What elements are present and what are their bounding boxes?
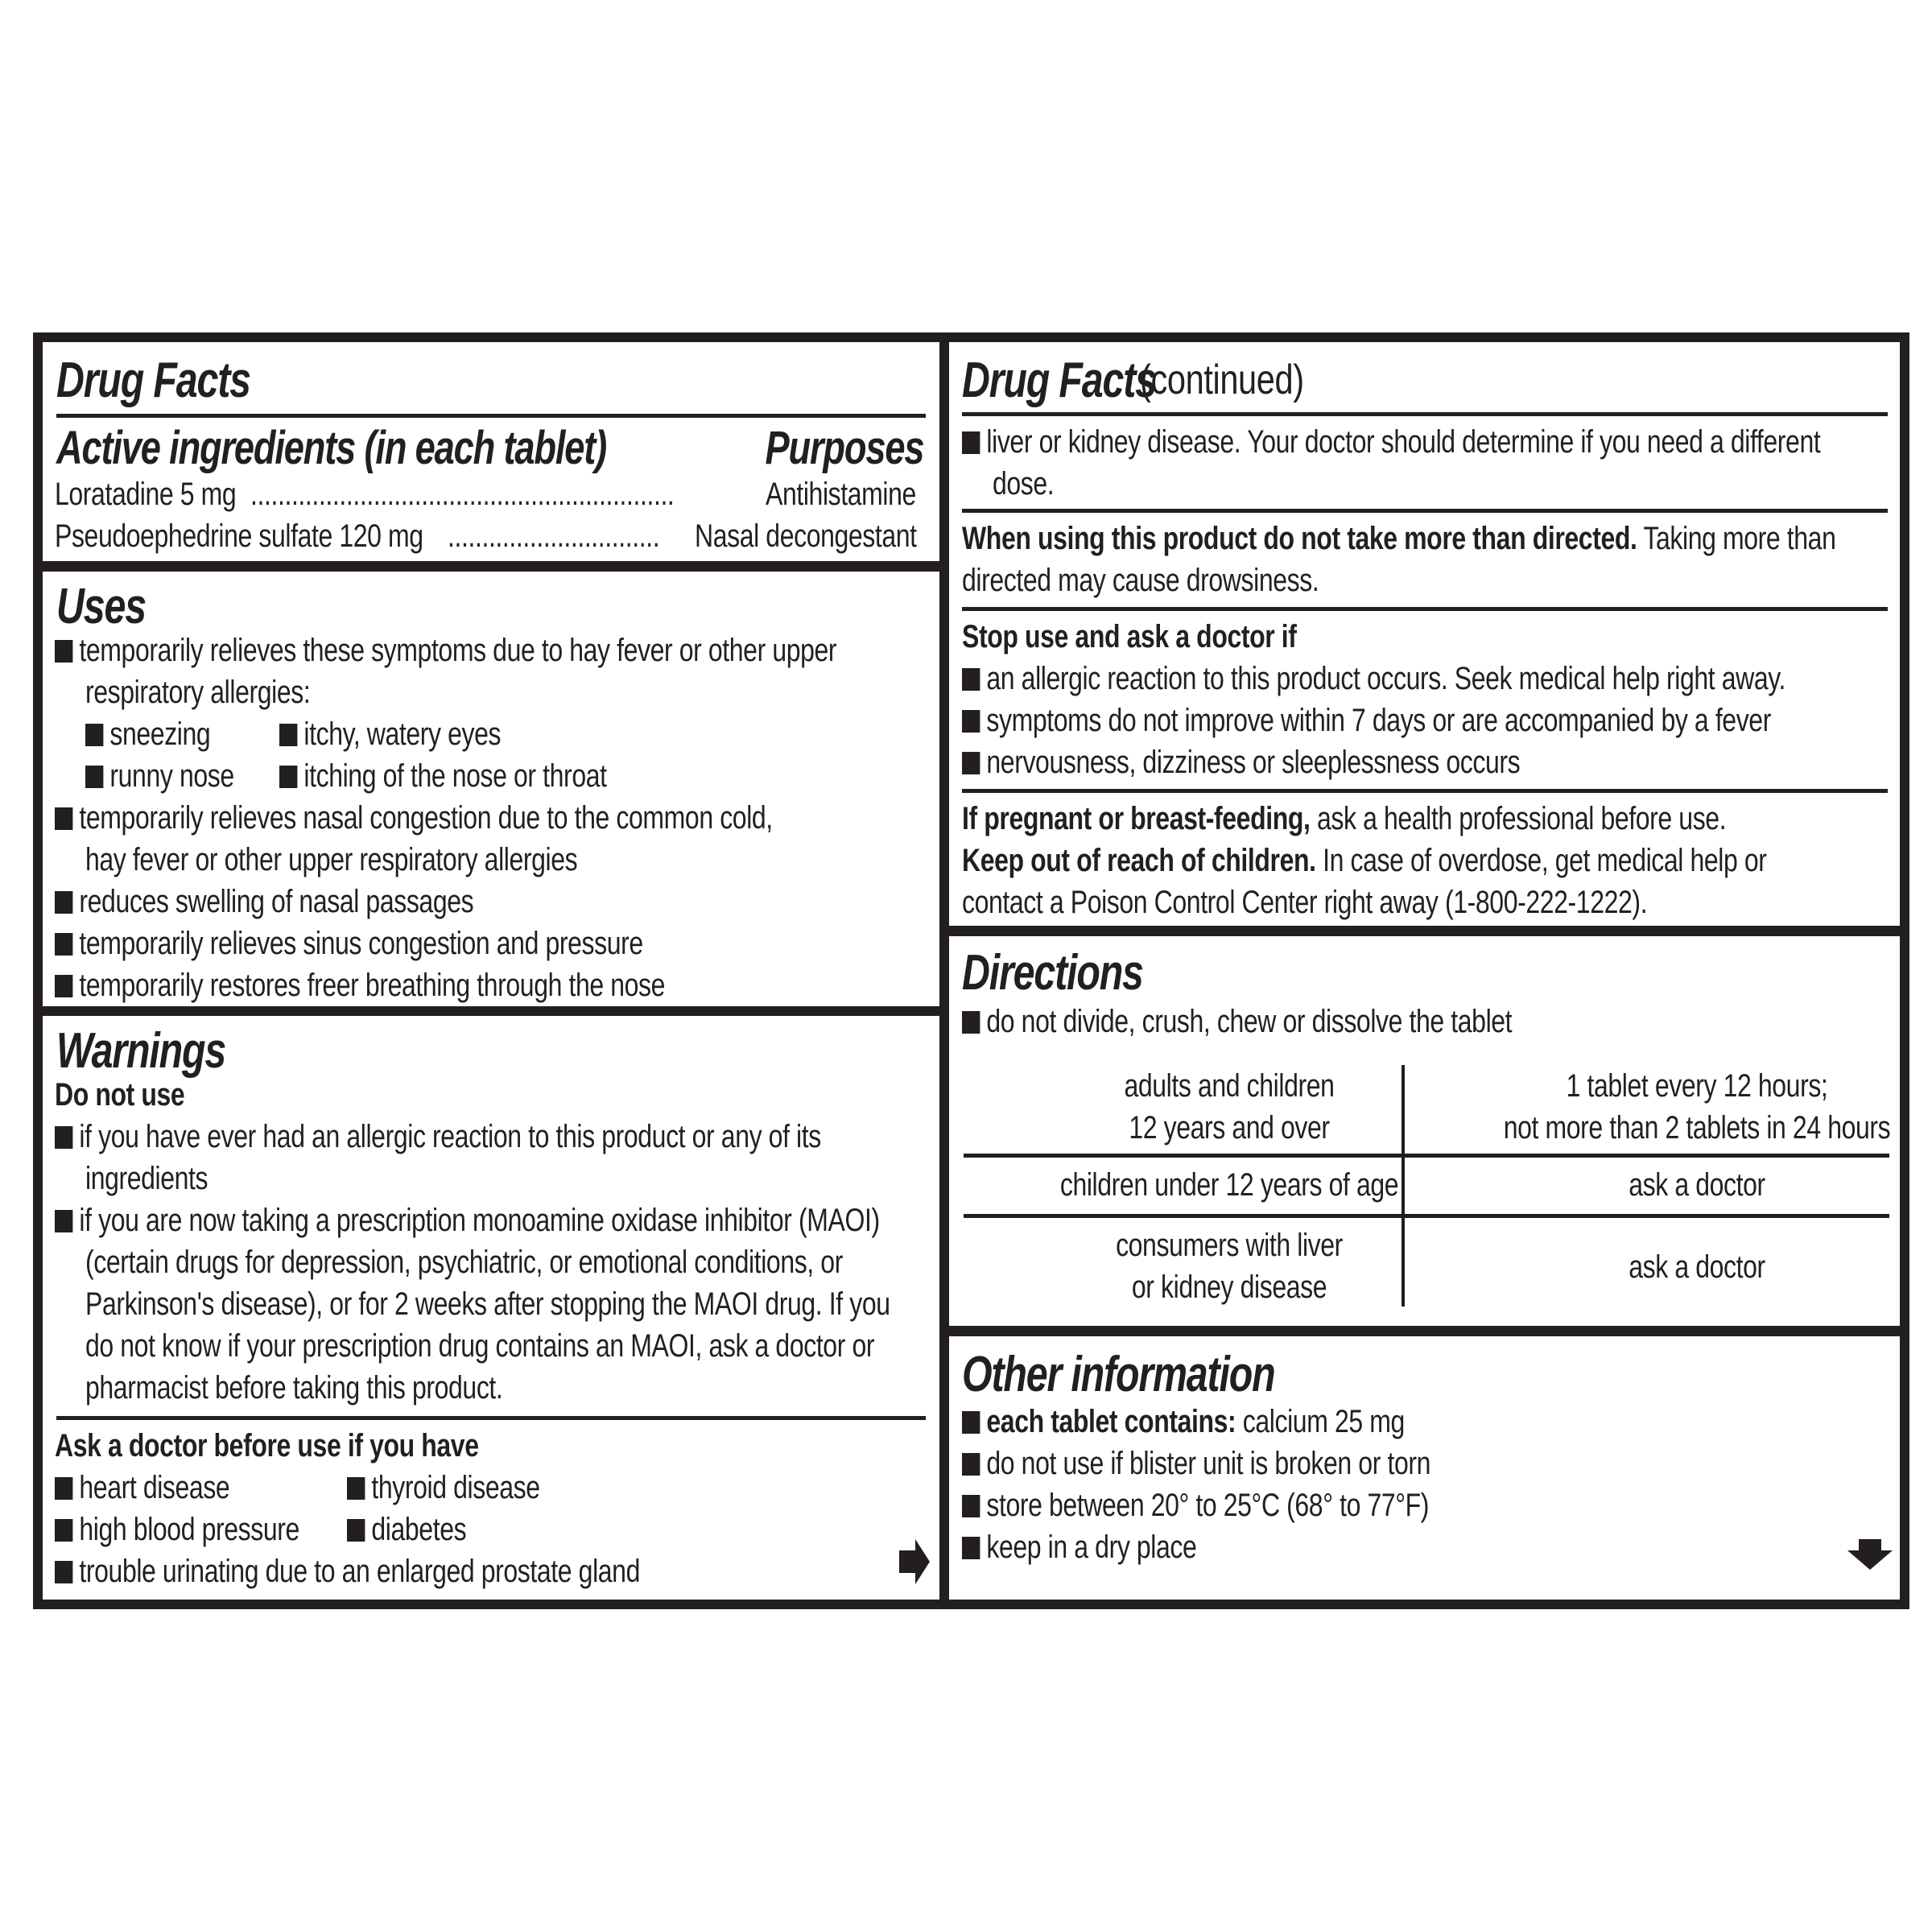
warning-item: liver or kidney disease. Your doctor should determine if you need a different bbox=[962, 421, 1820, 463]
ingredient-purpose: Antihistamine bbox=[766, 477, 916, 512]
bullet-icon bbox=[55, 807, 72, 830]
other-item: each tablet contains: calcium 25 mg bbox=[962, 1401, 1405, 1443]
bullet-icon bbox=[55, 933, 72, 956]
bullet-icon bbox=[85, 766, 103, 788]
continued-label: (continued) bbox=[1140, 357, 1304, 403]
other-item: do not use if blister unit is broken or torn bbox=[962, 1443, 1430, 1484]
warning-item-cont: Parkinson's disease), or for 2 weeks after stopping the MAOI drug. If you bbox=[85, 1286, 890, 1322]
use-item-cont: hay fever or other upper respiratory allergies bbox=[85, 842, 578, 877]
warning-item-cont: ingredients bbox=[85, 1161, 208, 1196]
bullet-icon bbox=[279, 724, 297, 746]
bullet-icon bbox=[962, 752, 980, 774]
use-subitem: sneezing bbox=[85, 713, 210, 755]
warning-item-cont: dose. bbox=[993, 466, 1055, 502]
bullet-icon bbox=[55, 1210, 72, 1232]
table-row-divider bbox=[964, 1214, 1889, 1218]
bullet-icon bbox=[55, 1519, 72, 1542]
bullet-icon bbox=[962, 668, 980, 691]
warning-item-cont: (certain drugs for depression, psychiatric, or emotional conditions, or bbox=[85, 1245, 843, 1280]
warning-item: if you have ever had an allergic reaction to this product or any of its bbox=[55, 1116, 821, 1158]
use-item: temporarily relieves these symptoms due to hay fever or other upper bbox=[55, 630, 836, 671]
bullet-icon bbox=[55, 891, 72, 914]
bullet-icon bbox=[962, 1537, 980, 1559]
ask-item: high blood pressure bbox=[55, 1509, 299, 1550]
drug-facts-title: Drug Facts bbox=[962, 353, 1156, 408]
divider bbox=[56, 1416, 926, 1420]
other-item: store between 20° to 25°C (68° to 77°F) bbox=[962, 1484, 1429, 1526]
bullet-icon bbox=[962, 1453, 980, 1476]
divider bbox=[962, 607, 1888, 611]
pregnant-text: If pregnant or breast-feeding, ask a health professional before use. bbox=[962, 801, 1727, 836]
divider bbox=[962, 509, 1888, 513]
other-information-title: Other information bbox=[962, 1347, 1275, 1402]
ingredient-dots: .............................................................. bbox=[250, 477, 675, 512]
use-subitem: itchy, watery eyes bbox=[279, 713, 501, 755]
ask-item: heart disease bbox=[55, 1467, 229, 1509]
directions-title: Directions bbox=[962, 945, 1143, 1001]
continued-panel bbox=[949, 342, 1900, 926]
directions-panel bbox=[949, 936, 1900, 1326]
table-cell-who: children under 12 years of age bbox=[1059, 1167, 1399, 1203]
drug-facts-title: Drug Facts bbox=[56, 353, 250, 408]
keep-out-text: Keep out of reach of children. In case of overdose, get medical help or bbox=[962, 843, 1767, 878]
table-cell-who: consumers with liver bbox=[1116, 1228, 1343, 1263]
bullet-icon bbox=[55, 1477, 72, 1500]
active-ingredients-panel bbox=[43, 342, 939, 561]
bullet-icon bbox=[962, 1495, 980, 1517]
bullet-icon bbox=[55, 1126, 72, 1149]
ingredient-dots: ............................... bbox=[448, 518, 660, 554]
table-row-divider bbox=[964, 1154, 1889, 1158]
other-item: keep in a dry place bbox=[962, 1526, 1196, 1568]
uses-title: Uses bbox=[56, 579, 146, 634]
table-cell-dose: not more than 2 tablets in 24 hours bbox=[1503, 1110, 1891, 1146]
bullet-icon bbox=[85, 724, 103, 746]
arrow-right-icon bbox=[899, 1539, 931, 1584]
table-cell-dose: ask a doctor bbox=[1629, 1167, 1765, 1203]
use-subitem: itching of the nose or throat bbox=[279, 755, 607, 797]
ingredient-name: Pseudoephedrine sulfate 120 mg bbox=[55, 518, 423, 554]
keep-out-text-cont: contact a Poison Control Center right away (1-800-222-1222). bbox=[962, 885, 1648, 920]
use-item-cont: respiratory allergies: bbox=[85, 675, 311, 710]
stop-use-heading: Stop use and ask a doctor if bbox=[962, 619, 1297, 654]
purposes-heading: Purposes bbox=[765, 422, 923, 474]
do-not-use-heading: Do not use bbox=[55, 1077, 185, 1113]
use-item: temporarily relieves nasal congestion due to the common cold, bbox=[55, 797, 773, 839]
bullet-icon bbox=[962, 431, 980, 454]
table-cell-who: adults and children bbox=[1124, 1068, 1335, 1104]
bullet-icon bbox=[962, 1411, 980, 1434]
active-ingredients-heading: Active ingredients (in each tablet) bbox=[56, 422, 607, 474]
table-cell-who: 12 years and over bbox=[1129, 1110, 1330, 1146]
divider bbox=[962, 412, 1888, 416]
bullet-icon bbox=[962, 1011, 980, 1034]
ask-item: trouble urinating due to an enlarged prostate gland bbox=[55, 1550, 640, 1592]
use-item: temporarily restores freer breathing through the nose bbox=[55, 964, 665, 1006]
use-item: reduces swelling of nasal passages bbox=[55, 881, 473, 923]
bullet-icon bbox=[347, 1477, 365, 1500]
table-cell-who: or kidney disease bbox=[1131, 1269, 1327, 1305]
warning-item: if you are now taking a prescription monoamine oxidase inhibitor (MAOI) bbox=[55, 1199, 880, 1241]
ingredient-name: Loratadine 5 mg bbox=[55, 477, 237, 512]
use-item: temporarily relieves sinus congestion and pressure bbox=[55, 923, 643, 964]
warnings-panel bbox=[43, 1016, 939, 1600]
bullet-icon bbox=[55, 1561, 72, 1583]
bullet-icon bbox=[55, 640, 72, 663]
directions-item: do not divide, crush, chew or dissolve the tablet bbox=[962, 1001, 1512, 1042]
arrow-down-icon bbox=[1847, 1539, 1893, 1570]
use-subitem: runny nose bbox=[85, 755, 234, 797]
uses-panel bbox=[43, 572, 939, 1006]
bullet-icon bbox=[962, 710, 980, 733]
when-using-text: When using this product do not take more than directed. Taking more than bbox=[962, 521, 1836, 556]
divider bbox=[56, 414, 926, 418]
bullet-icon bbox=[347, 1519, 365, 1542]
bullet-icon bbox=[55, 975, 72, 997]
divider bbox=[962, 789, 1888, 793]
ask-doctor-heading: Ask a doctor before use if you have bbox=[55, 1428, 479, 1463]
stop-item: an allergic reaction to this product occurs. Seek medical help right away. bbox=[962, 658, 1785, 700]
table-cell-dose: ask a doctor bbox=[1629, 1249, 1765, 1285]
ask-item: diabetes bbox=[347, 1509, 466, 1550]
warnings-title: Warnings bbox=[56, 1023, 226, 1079]
when-using-text-cont: directed may cause drowsiness. bbox=[962, 563, 1319, 598]
other-information-panel bbox=[949, 1336, 1900, 1600]
ingredient-purpose: Nasal decongestant bbox=[695, 518, 917, 554]
bullet-icon bbox=[279, 766, 297, 788]
stop-item: symptoms do not improve within 7 days or are accompanied by a fever bbox=[962, 700, 1771, 741]
warning-item-cont: do not know if your prescription drug contains an MAOI, ask a doctor or bbox=[85, 1328, 875, 1364]
table-cell-dose: 1 tablet every 12 hours; bbox=[1566, 1068, 1828, 1104]
stop-item: nervousness, dizziness or sleeplessness occurs bbox=[962, 741, 1520, 783]
warning-item-cont: pharmacist before taking this product. bbox=[85, 1370, 503, 1406]
ask-item: thyroid disease bbox=[347, 1467, 540, 1509]
